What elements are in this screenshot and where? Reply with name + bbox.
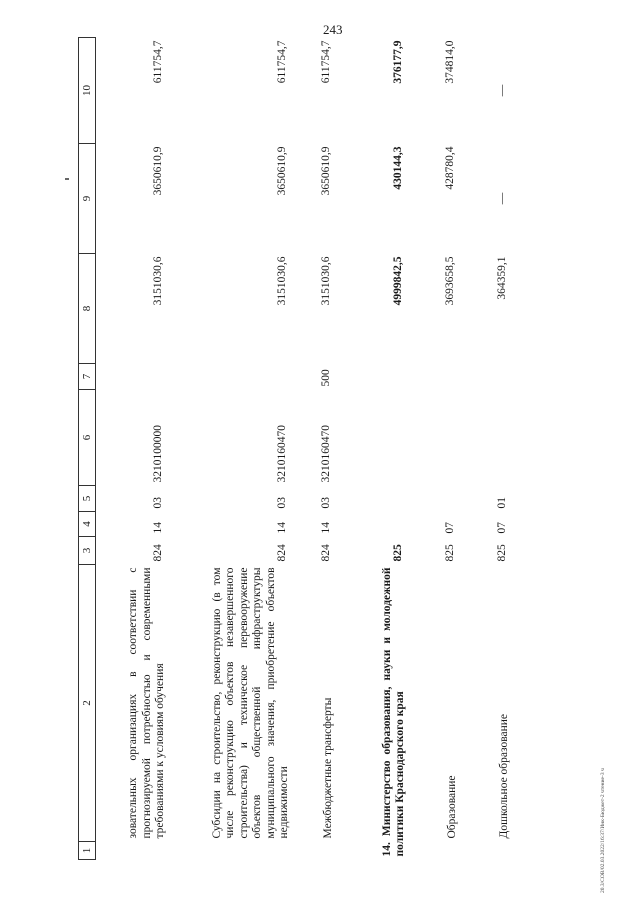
header-col-10: 10 bbox=[79, 38, 96, 144]
table-row bbox=[460, 38, 512, 860]
cell-target-article bbox=[460, 390, 512, 486]
table-row bbox=[292, 38, 336, 860]
header-col-4: 4 bbox=[79, 512, 96, 537]
cell-amount-col8: 3693658,5 bbox=[444, 256, 457, 306]
header-col-6: 6 bbox=[79, 390, 96, 486]
cell-amount-col9: 428780,4 bbox=[444, 146, 457, 190]
cell-expense-type bbox=[460, 364, 512, 390]
cell-subsection: 03 bbox=[320, 497, 333, 509]
row-name: Дошкольное образование bbox=[498, 713, 511, 839]
row-name: зовательных организациях в соответствии с прогнозируемой потребностью и современными требованиями к условиям обучения bbox=[127, 567, 167, 839]
cell-code: 825 bbox=[496, 544, 509, 562]
table-row bbox=[96, 38, 169, 860]
cell-amount-col10: 374814,0 bbox=[444, 40, 457, 84]
cell-amount-col10: 611754,7 bbox=[152, 40, 165, 84]
cell-target-article: 3210100000 bbox=[152, 425, 165, 483]
header-col-9: 9 bbox=[79, 144, 96, 254]
cell-section bbox=[336, 512, 408, 537]
cell-subsection bbox=[336, 486, 408, 512]
row-number: 14. bbox=[380, 842, 393, 857]
page-number: 243 bbox=[323, 22, 343, 37]
cell-amount-col8: 3151030,6 bbox=[276, 256, 289, 306]
cell-code: 824 bbox=[320, 544, 333, 562]
header-col-7: 7 bbox=[79, 364, 96, 390]
cell-amount-col8: 364359,1 bbox=[496, 256, 509, 300]
cell-amount-col9: 3650610,9 bbox=[276, 146, 289, 196]
cell-subsection: 03 bbox=[276, 497, 289, 509]
cell-subsection: 01 bbox=[496, 497, 509, 509]
table-header-row bbox=[79, 38, 96, 860]
cell-amount-col10: 611754,7 bbox=[320, 40, 333, 84]
cell-subsection bbox=[408, 486, 460, 512]
row-name: Межбюджетные трансферты bbox=[322, 697, 335, 839]
cell-expense-type bbox=[96, 364, 169, 390]
row-number bbox=[460, 842, 512, 860]
row-number bbox=[168, 842, 292, 860]
cell-expense-type: 500 bbox=[320, 369, 333, 387]
cell-amount-col8: 3151030,6 bbox=[320, 256, 333, 306]
cell-section: 14 bbox=[320, 522, 333, 534]
cell-amount-col10: 611754,7 bbox=[276, 40, 289, 84]
cell-target-article bbox=[408, 390, 460, 486]
scan-artifact bbox=[65, 178, 69, 180]
row-name: Образование bbox=[446, 775, 459, 839]
document-side-note: 20.3/СОВ/02.03.2022/16:37/Инк-Бюджет-2 чтение-3 ч bbox=[600, 768, 606, 893]
cell-amount-col8: 3151030,6 bbox=[152, 256, 165, 306]
cell-amount-col9: 3650610,9 bbox=[320, 146, 333, 196]
header-col-1: 1 bbox=[79, 842, 96, 860]
row-name bbox=[336, 565, 408, 860]
cell-amount-col9: 430144,3 bbox=[392, 146, 405, 190]
cell-amount-col10: — bbox=[496, 84, 509, 97]
cell-section: 07 bbox=[444, 522, 457, 534]
header-col-2: 2 bbox=[79, 565, 96, 842]
row-name-text: Министерство образования, науки и молодежной политики Краснодарского края bbox=[380, 567, 407, 857]
cell-target-article: 3210160470 bbox=[320, 425, 333, 483]
row-number bbox=[292, 842, 336, 860]
budget-table bbox=[78, 37, 512, 860]
cell-subsection: 03 bbox=[152, 497, 165, 509]
rotated-table-container bbox=[78, 40, 560, 860]
cell-target-article bbox=[336, 390, 408, 486]
cell-code: 825 bbox=[392, 544, 405, 562]
cell-amount-col9: — bbox=[496, 192, 509, 205]
header-col-3: 3 bbox=[79, 537, 96, 565]
cell-target-article: 3210160470 bbox=[276, 425, 289, 483]
table-row bbox=[168, 38, 292, 860]
cell-expense-type bbox=[336, 364, 408, 390]
cell-code: 824 bbox=[152, 544, 165, 562]
row-name: Субсидии на строительство, реконструкцию (в том числе реконструкцию объектов незавершенного строительства) и техническое перевооружение объектов общественной инфраструктуры муниципального значения, приобретение объектов недвижимости bbox=[210, 567, 291, 839]
table-row-ministry-total bbox=[336, 38, 408, 860]
cell-expense-type bbox=[408, 364, 460, 390]
cell-section: 07 bbox=[496, 522, 509, 534]
cell-amount-col8: 4999842,5 bbox=[392, 256, 405, 306]
row-number bbox=[408, 842, 460, 860]
cell-amount-col10: 376177,9 bbox=[392, 40, 405, 84]
cell-expense-type bbox=[168, 364, 292, 390]
cell-code: 824 bbox=[276, 544, 289, 562]
cell-section: 14 bbox=[152, 522, 165, 534]
table-row bbox=[408, 38, 460, 860]
header-col-8: 8 bbox=[79, 254, 96, 364]
row-number bbox=[96, 842, 169, 860]
cell-section: 14 bbox=[276, 522, 289, 534]
header-col-5: 5 bbox=[79, 486, 96, 512]
cell-code: 825 bbox=[444, 544, 457, 562]
cell-amount-col9: 3650610,9 bbox=[152, 146, 165, 196]
